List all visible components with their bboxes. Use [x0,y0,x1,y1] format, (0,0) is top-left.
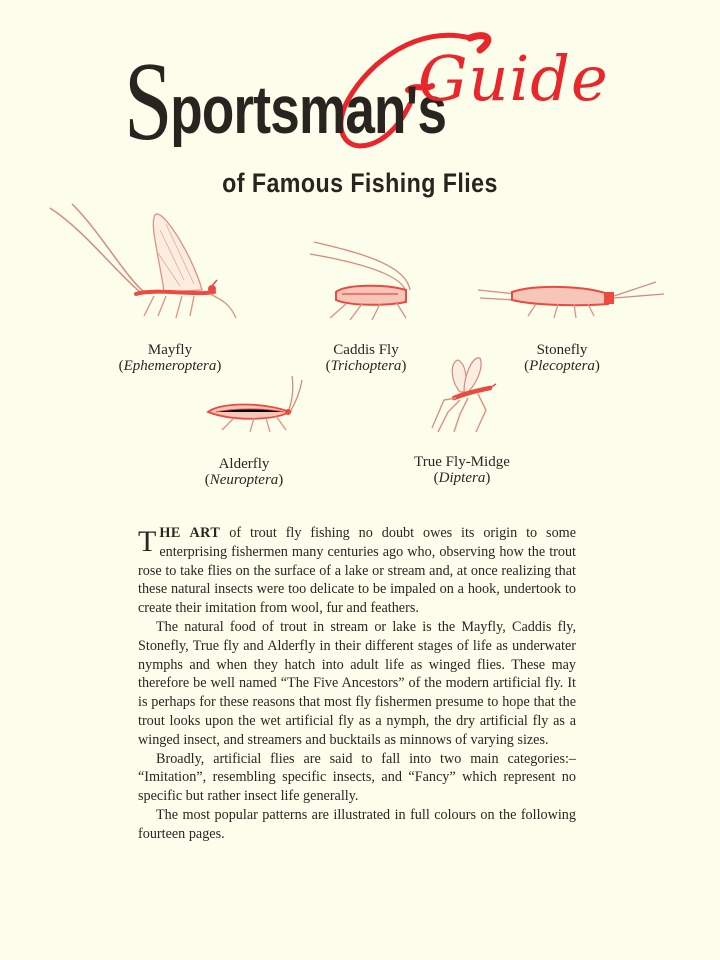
fly-common-name: Stonefly [536,342,588,358]
paragraph-1-text: of trout fly fishing no doubt owes its origin to some enterprising fishermen many centuries ago who, observing how the trout rose to take flies on the surface of a lake or stream and, at once realizing that these natural insects were too delicate to be impaled on a hook, undertook to create their imitation from wool, fur and feathers. [138,525,576,617]
true-fly-midge-illustration [424,354,504,436]
title-guide: Guide [418,42,609,115]
fly-latin-text: Neuroptera [209,472,279,488]
fly-common-name: True Fly-Midge [414,454,510,470]
stonefly-illustration [476,276,671,322]
caddis-fly-illustration [306,234,426,324]
paragraph-4: The most popular patterns are illustrated in full colours on the following fourteen pages. [138,806,576,842]
dropcap: T [138,525,157,558]
alderfly-illustration [204,372,304,436]
fly-caption-mayfly [70,342,270,374]
fly-latin-text: Ephemeroptera [123,358,217,374]
title-sportsmans-rest: portsman's [170,72,447,148]
title-initial-s: S [124,40,172,164]
fly-common-name: Caddis Fly [333,342,399,358]
fly-latin-name: (Trichoptera) [325,358,407,374]
lead-in-smallcaps: HE ART [159,525,221,541]
paragraph-2: The natural food of trout in stream or lake is the Mayfly, Caddis fly, Stonefly, True fly and Alderfly in their different stages of life as underwater nymphs and when they hatch into adult life as winged flies. These may therefore be well named “The Five Ancestors” of the modern artificial fly. It is perhaps for these reasons that most fly fishermen presume to hope that the trout looks upon the wet artificial fly as a nymph, the dry artificial fly as a winged insect, and streamers and bucktails as minnows of varying sizes. [138,618,576,748]
fly-latin-text: Trichoptera [330,358,402,374]
mayfly-illustration [44,200,244,325]
introduction-text [138,524,576,844]
paragraph-1 [138,524,576,618]
fly-latin-name: (Ephemeroptera) [118,358,222,374]
title-sportsmans [124,40,447,164]
fly-latin-name: (Neuroptera) [204,472,284,488]
fly-common-name: Mayfly [147,342,193,358]
title-block [0,0,720,220]
fly-latin-text: Diptera [438,470,486,486]
fly-latin-name: (Diptera) [433,470,491,486]
subtitle: of Famous Fishing Flies [222,168,498,198]
fly-caption-alderfly [144,456,344,488]
fly-caption-true-fly-midge [362,454,562,486]
paragraph-3: Broadly, artificial flies are said to fall into two main categories:– “Imitation”, resembling specific insects, and “Fancy” which represent no specific but rather insect life generally. [138,750,576,805]
fly-latin-name: (Plecoptera) [524,358,600,374]
fly-common-name: Alderfly [218,456,270,472]
fly-latin-text: Plecoptera [529,358,595,374]
